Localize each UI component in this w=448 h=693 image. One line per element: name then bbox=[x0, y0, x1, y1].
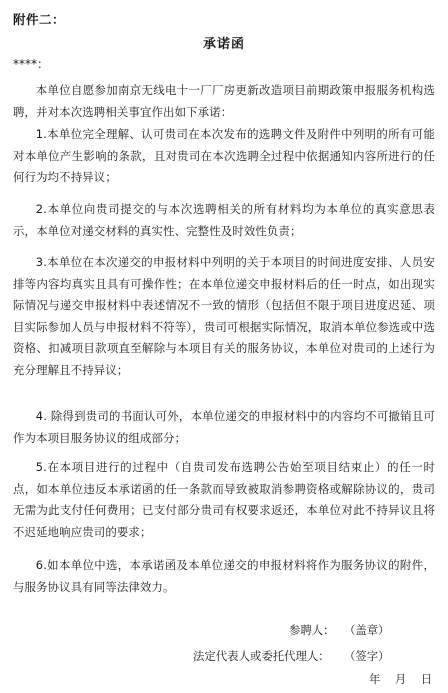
date-line: 年 月 日 bbox=[369, 672, 433, 686]
commitment-item-4: 4. 除得到贵司的书面认可外，本单位递交的申报材料中的内容均不可撤销且可作为本项目服务协议的组成部分； bbox=[13, 409, 435, 445]
employer-seal-placeholder: （盖章） bbox=[344, 623, 390, 637]
addressee: ****： bbox=[13, 57, 50, 71]
intro-paragraph: 本单位自愿参加南京无线电十一厂厂房更新改造项目前期政策申报服务机构选聘，并对本次选聘相关事宜作出如下承诺： bbox=[13, 83, 435, 119]
employer-label: 参聘人： bbox=[289, 623, 335, 637]
representative-label: 法定代表人或委托代理人： bbox=[193, 649, 330, 663]
attachment-label: 附件二： bbox=[13, 12, 66, 27]
page-title: 承诺函 bbox=[202, 37, 245, 52]
commitment-item-2: 2.本单位向贵司提交的与本次选聘相关的所有材料均为本单位的真实意思表示，本单位对递交材料的真实性、完整性及时效性负责； bbox=[13, 202, 435, 238]
commitment-item-6: 6.如本单位中选，本承诺函及本单位递交的申报材料将作为服务协议的附件，与服务协议具有同等法律效力。 bbox=[13, 558, 435, 594]
representative-signature-placeholder: （签字） bbox=[344, 649, 390, 663]
commitment-item-3: 3.本单位在本次递交的申报材料中列明的关于本项目的时间进度安排、人员安排等内容均真实且具有可操作性；在本单位递交申报材料后的任一时点，如出现实际情况与递交申报材料中表述情况不一致的情形（包括但不限于项目进度迟延、项目实际参加人员与申报材料不符等），贵司可根据实际情况，取消本单位参选或中选资格、扣减项目款项直至解除与本项目有关的服务协议，本单位对贵司的上述行为充分理解且不持异议； bbox=[13, 255, 435, 377]
commitment-item-1: 1.本单位完全理解、认可贵司在本次发布的选聘文件及附件中列明的所有可能对本单位产生影响的条款，且对贵司在本次选聘全过程中依据通知内容所进行的任何行为均不持异议； bbox=[13, 127, 435, 185]
commitment-item-5: 5.在本项目进行的过程中（自贵司发布选聘公告始至项目结束止）的任一时点，如本单位违反本承诺函的任一条款而导致被取消参聘资格或解除协议的，贵司无需为此支付任何费用；已支付部分贵司有权要求返还，本单位对此不持异议且将不迟延地响应贵司的要求； bbox=[13, 460, 435, 539]
